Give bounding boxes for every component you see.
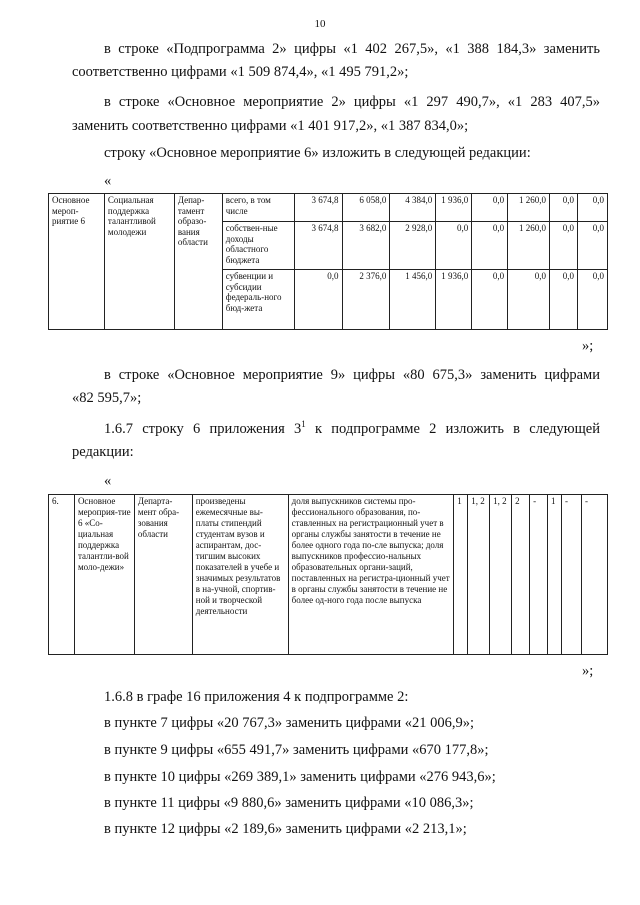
source-label-cell: субвенции и субсидии федераль-ного бюд-жета bbox=[222, 270, 294, 330]
value-cell: 6 058,0 bbox=[342, 194, 390, 222]
page-number: 10 bbox=[314, 18, 326, 30]
list-item: в пункте 7 цифры «20 767,3» заменить цифрами «21 006,9»; bbox=[104, 715, 475, 731]
event-name-cell: Основное мероприя-тие 6 «Со-циальная поддержка талантли-вой моло-дежи» bbox=[74, 495, 134, 655]
table-row bbox=[49, 194, 608, 222]
result-cell: произведены ежемесячные вы-платы стипендий студентам вузов и аспирантам, дос-тигшим высоких показателей в учебе и значимых результатов в на-учной, спортив-ной и творческой деятельности bbox=[192, 495, 288, 655]
value-cell: 4 384,0 bbox=[390, 194, 436, 222]
value-cell: 0,0 bbox=[294, 270, 342, 330]
flag-cell: 1, 2 bbox=[490, 495, 512, 655]
paragraph-6: 1.6.8 в графе 16 приложения 4 к подпрограмме 2: bbox=[104, 689, 409, 705]
value-cell: 0,0 bbox=[577, 194, 607, 222]
value-cell: 3 674,8 bbox=[294, 194, 342, 222]
list-item: в пункте 10 цифры «269 389,1» заменить цифрами «276 943,6»; bbox=[104, 769, 496, 785]
flag-cell: - bbox=[530, 495, 548, 655]
flag-cell: 1 bbox=[454, 495, 468, 655]
paragraph-2a: в строке «Основное мероприятие 2» цифры «1 297 490,7», «1 283 407,5» bbox=[104, 94, 600, 110]
source-label-cell: всего, в том числе bbox=[222, 194, 294, 222]
paragraph-3: строку «Основное мероприятие 6» изложить в следующей редакции: bbox=[104, 145, 531, 161]
value-cell: 0,0 bbox=[577, 222, 607, 270]
flag-cell: 1 bbox=[548, 495, 562, 655]
flag-cell: 2 bbox=[512, 495, 530, 655]
table-appendix-row-6 bbox=[48, 494, 608, 655]
value-cell: 0,0 bbox=[550, 222, 578, 270]
flag-cell: - bbox=[581, 495, 607, 655]
paragraph-1b: соответственно цифрами «1 509 874,4», «1 495 791,2»; bbox=[72, 64, 409, 80]
paragraph-1a: в строке «Подпрограмма 2» цифры «1 402 267,5», «1 388 184,3» заменить bbox=[104, 41, 600, 57]
value-cell: 1 260,0 bbox=[508, 194, 550, 222]
quote-open-2: « bbox=[104, 473, 112, 489]
value-cell: 1 936,0 bbox=[436, 194, 472, 222]
source-label-cell: собствен-ные доходы областного бюджета bbox=[222, 222, 294, 270]
value-cell: 0,0 bbox=[508, 270, 550, 330]
list-item: в пункте 9 цифры «655 491,7» заменить цифрами «670 177,8»; bbox=[104, 742, 489, 758]
value-cell: 0,0 bbox=[577, 270, 607, 330]
table-row bbox=[49, 495, 608, 655]
value-cell: 1 456,0 bbox=[390, 270, 436, 330]
value-cell: 3 674,8 bbox=[294, 222, 342, 270]
quote-close-2: »; bbox=[582, 663, 594, 679]
paragraph-5a bbox=[104, 420, 600, 438]
event-name-cell: Социальная поддержка талантливой молодежи bbox=[104, 194, 174, 330]
paragraph-2b: заменить соответственно цифрами «1 401 917,2», «1 387 834,0»; bbox=[72, 118, 469, 134]
table-main-event-6 bbox=[48, 193, 608, 330]
list-item: в пункте 12 цифры «2 189,6» заменить цифрами «2 213,1»; bbox=[104, 821, 467, 837]
value-cell: 0,0 bbox=[436, 222, 472, 270]
indicator-cell: доля выпускников системы про-фессионального образования, по-ставленных на регистрационный учет в органы службы занятости в течение не более одного года по-сле выпуска; доля выпускников профессио-нальных образовательных органи-заций, поставленных на регистра-ционный учет в органы службы занятости в течение не более од-ного года после выпуска bbox=[288, 495, 454, 655]
value-cell: 0,0 bbox=[550, 194, 578, 222]
list-item: в пункте 11 цифры «9 880,6» заменить цифрами «10 086,3»; bbox=[104, 795, 474, 811]
superscript: 1 bbox=[301, 419, 306, 430]
flag-cell: 1, 2 bbox=[468, 495, 490, 655]
paragraph-4b: «82 595,7»; bbox=[72, 390, 142, 406]
value-cell: 2 376,0 bbox=[342, 270, 390, 330]
flag-cell: - bbox=[562, 495, 582, 655]
value-cell: 0,0 bbox=[550, 270, 578, 330]
value-cell: 2 928,0 bbox=[390, 222, 436, 270]
value-cell: 0,0 bbox=[472, 222, 508, 270]
row-number-cell: 6. bbox=[49, 495, 75, 655]
value-cell: 1 260,0 bbox=[508, 222, 550, 270]
paragraph-5b: редакции: bbox=[72, 444, 134, 460]
paragraph-5a-end: к подпрограмме 2 изложить в следующей bbox=[305, 421, 600, 437]
paragraph-5a-start: 1.6.7 строку 6 приложения 3 bbox=[104, 421, 302, 437]
responsible-cell: Депар-тамент образо-вания области bbox=[174, 194, 222, 330]
event-code-cell: Основное мероп-риятие 6 bbox=[49, 194, 105, 330]
quote-open-1: « bbox=[104, 173, 112, 189]
responsible-cell: Департа-мент обра-зования области bbox=[134, 495, 192, 655]
value-cell: 1 936,0 bbox=[436, 270, 472, 330]
value-cell: 0,0 bbox=[472, 194, 508, 222]
quote-close-1: »; bbox=[582, 338, 594, 354]
value-cell: 0,0 bbox=[472, 270, 508, 330]
value-cell: 3 682,0 bbox=[342, 222, 390, 270]
paragraph-4a: в строке «Основное мероприятие 9» цифры «80 675,3» заменить цифрами bbox=[104, 367, 600, 383]
